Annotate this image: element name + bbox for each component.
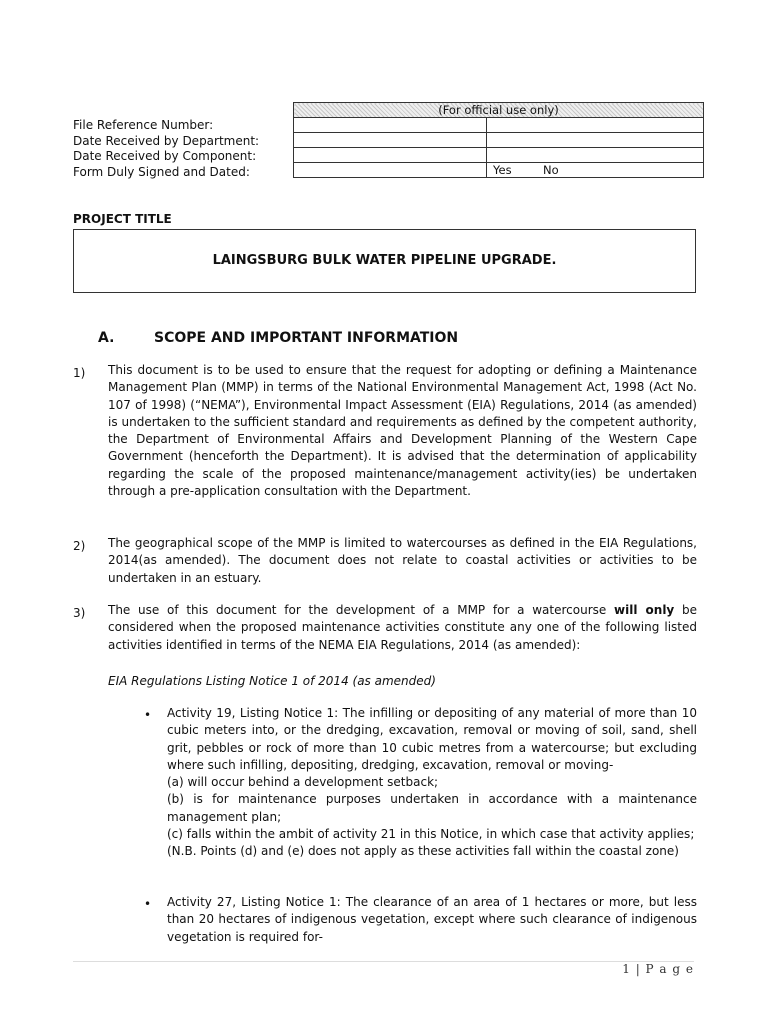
item-text: The use of this document for the development of a MMP for a watercourse: [108, 603, 614, 617]
project-title-box: [73, 229, 696, 293]
bullet-sub-a: (a) will occur behind a development setback;: [167, 775, 439, 790]
yes-option[interactable]: Yes: [493, 163, 512, 177]
project-title: LAINGSBURG BULK WATER PIPELINE UPGRADE.: [212, 253, 557, 268]
page-label: | P a g e: [635, 962, 694, 976]
date-dept-field[interactable]: [294, 133, 487, 148]
signed-field[interactable]: [294, 163, 487, 178]
official-use-table: [293, 102, 704, 178]
yes-no-field[interactable]: [487, 163, 704, 178]
listing-notice-heading: EIA Regulations Listing Notice 1 of 2014 (as amended): [108, 674, 436, 688]
bullet-paragraph: [167, 705, 697, 861]
bullet-lead: Activity 19, Listing Notice 1: The infilling or depositing of any material of more than 10 cubic meters into, or the dredging, excavation, removal or moving of soil, sand, shell grit, pebbles or rock of more than 10 cubic metres from a watercourse; but excluding where such infilling, depositing, dredging, excavation, removal or moving-: [167, 706, 697, 772]
bullet-sub-b: (b) is for maintenance purposes undertaken in accordance with a maintenance management plan;: [167, 792, 697, 824]
date-comp-label: Date Received by Component:: [73, 149, 257, 163]
date-dept-label: Date Received by Department:: [73, 133, 260, 148]
footer-divider: [73, 961, 694, 962]
bullet-note: (N.B. Points (d) and (e) does not apply as these activities fall within the coastal zone): [167, 844, 679, 859]
date-comp-field[interactable]: [294, 148, 487, 163]
item-number: 3): [73, 606, 86, 620]
section-title: SCOPE AND IMPORTANT INFORMATION: [154, 330, 459, 346]
date-dept-field-2[interactable]: [487, 133, 704, 148]
page-number: 1: [622, 962, 631, 976]
bullet-paragraph: [167, 894, 697, 946]
item-bold-text: will only: [614, 603, 675, 617]
item-number: 1): [73, 366, 86, 380]
file-ref-field-2[interactable]: [487, 118, 704, 133]
file-ref-field[interactable]: [294, 118, 487, 133]
bullet-icon: •: [144, 708, 152, 722]
official-use-header: (For official use only): [294, 103, 704, 118]
bullet-lead: Activity 27, Listing Notice 1: The clearance of an area of 1 hectares or more, but less than 20 hectares of indigenous vegetation, except where such clearance of indigenous vegetation is required for-: [167, 895, 697, 944]
bullet-icon: •: [144, 897, 152, 911]
item-paragraph: [108, 602, 697, 654]
section-number: A.: [98, 330, 115, 346]
bullet-sub-c: (c) falls within the ambit of activity 21 in this Notice, in which case that activity applies;: [167, 827, 695, 842]
item-text: be considered when the proposed maintenance activities constitute any one of the following listed activities identified in terms of the NEMA EIA Regulations, 2014 (as amended):: [108, 603, 697, 652]
field-labels: [73, 118, 259, 180]
item-paragraph: The geographical scope of the MMP is limited to watercourses as defined in the EIA Regulations, 2014(as amended). The document does not relate to coastal activities or activities to be undertaken in an estuary.: [108, 536, 697, 585]
no-option[interactable]: No: [543, 163, 559, 177]
signed-label: Form Duly Signed and Dated:: [73, 164, 250, 179]
project-title-label: PROJECT TITLE: [73, 212, 172, 226]
item-paragraph: This document is to be used to ensure that the request for adopting or defining a Maintenance Management Plan (MMP) in terms of the National Environmental Management Act, 1998 (Act No. 107 of 1998) (“NEMA”), Environmental Impact Assessment (EIA) Regulations, 2014 (as amended) is undertaken to the sufficient standard and requirements as defined by the competent authority, the Department of Environmental Affairs and Development Planning of the Western Cape Government (henceforth the Department). It is advised that the determination of applicability regarding the scale of the proposed maintenance/management activity(ies) be undertaken through a pre-application consultation with the Department.: [108, 363, 697, 499]
file-ref-label: File Reference Number:: [73, 118, 214, 132]
page-footer: [622, 962, 694, 976]
item-number: 2): [73, 539, 86, 553]
date-comp-field-2[interactable]: [487, 148, 704, 163]
